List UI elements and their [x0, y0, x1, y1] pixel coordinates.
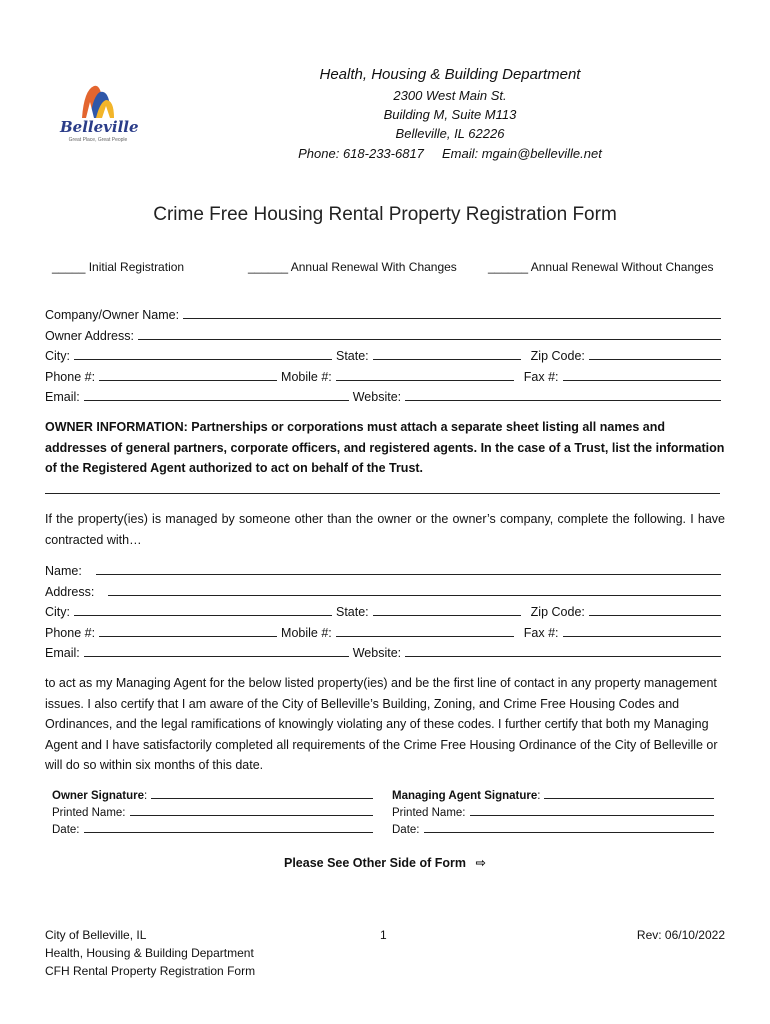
- owner-email-row: [45, 386, 725, 404]
- agent-signature-row: Managing Agent Signature :: [392, 786, 718, 802]
- owner-signature-row: Owner Signature :: [52, 786, 377, 802]
- owner-mobile-label: Mobile #:: [281, 370, 332, 384]
- agent-zip-label: Zip Code:: [530, 605, 585, 619]
- owner-fax-label: Fax #:: [523, 370, 559, 384]
- revision-date: Rev: 06/10/2022: [636, 928, 725, 942]
- owner-date-label: Date:: [52, 824, 80, 836]
- agent-name-row: [45, 560, 725, 578]
- logo-wordmark: Belleville: [60, 118, 139, 136]
- footer-line-2: Health, Housing & Building Department: [45, 946, 254, 960]
- owner-date-field[interactable]: [84, 831, 374, 833]
- agent-name-label: Name:: [45, 564, 82, 578]
- owner-website-field[interactable]: [405, 399, 721, 401]
- agent-city-label: City:: [45, 605, 70, 619]
- owner-website-label: Website:: [352, 390, 402, 404]
- owner-signature-label: Owner Signature: [52, 790, 145, 802]
- owner-address-field[interactable]: [138, 338, 721, 340]
- owner-zip-label: Zip Code:: [530, 349, 585, 363]
- agent-state-label: State:: [336, 605, 369, 619]
- agent-fax-field[interactable]: [563, 635, 721, 637]
- agent-name-field[interactable]: [96, 573, 721, 575]
- agent-zip-field[interactable]: [589, 614, 721, 616]
- arrow-right-icon: ⇨: [475, 856, 486, 870]
- agent-printed-row: [392, 803, 718, 819]
- page-title: Crime Free Housing Rental Property Registration Form: [153, 204, 617, 225]
- agent-email-label: Email:: [45, 646, 80, 660]
- owner-fax-field[interactable]: [563, 379, 721, 381]
- agent-website-label: Website:: [352, 646, 402, 660]
- agent-fax-label: Fax #:: [523, 626, 559, 640]
- company-owner-field[interactable]: [183, 317, 721, 319]
- agent-mobile-field[interactable]: [336, 635, 514, 637]
- renewal-with-changes-option[interactable]: ______ Annual Renewal With Changes: [248, 260, 457, 274]
- agent-address-field[interactable]: [108, 594, 721, 596]
- owner-phone-row: [45, 366, 725, 384]
- owner-address-label: Owner Address:: [45, 329, 134, 343]
- next-page-label: Please See Other Side of Form: [284, 856, 467, 870]
- owner-email-label: Email:: [45, 390, 80, 404]
- company-owner-label: Company/Owner Name:: [45, 308, 180, 322]
- owner-phone-field[interactable]: [99, 379, 277, 381]
- section-divider: [45, 493, 720, 494]
- agent-address-row: [45, 581, 725, 599]
- footer-left: [45, 926, 255, 980]
- owner-signature-field[interactable]: [151, 797, 373, 799]
- owner-mobile-field[interactable]: [336, 379, 514, 381]
- managing-agent-intro: If the property(ies) is managed by someone other than the owner or the owner’s company, complete the following. I have contracted with…: [45, 512, 725, 547]
- owner-printed-row: [52, 803, 377, 819]
- owner-city-label: City:: [45, 349, 70, 363]
- agent-email-row: [45, 642, 725, 660]
- agent-city-field[interactable]: [74, 614, 332, 616]
- owner-state-field[interactable]: [373, 358, 521, 360]
- agent-signature-field[interactable]: [544, 797, 714, 799]
- agent-mobile-label: Mobile #:: [281, 626, 332, 640]
- owner-city-row: [45, 345, 725, 363]
- company-owner-row: [45, 304, 725, 322]
- certification-text: to act as my Managing Agent for the below listed property(ies) and be the first line of contact in any property management issues. I also certify that I am aware of the City of Belleville’s Building, Zoning, and Crime Free Housing Codes and Ordinances, and the legal ramifications of knowingly violating any of these codes. I further certify that both my Managing Agent and I have satisfactorily completed all requirements of the Crime Free Housing Ordinance of the City of Belleville or will do so within six months of this date.: [45, 676, 718, 772]
- agent-phone-field[interactable]: [99, 635, 277, 637]
- owner-printed-label: Printed Name:: [52, 807, 126, 819]
- owner-phone-label: Phone #:: [45, 370, 96, 384]
- initial-registration-option[interactable]: _____ Initial Registration: [52, 260, 185, 274]
- owner-address-row: [45, 325, 725, 343]
- next-page-note: [0, 855, 770, 870]
- agent-date-field[interactable]: [424, 831, 715, 833]
- agent-phone-row: [45, 622, 725, 640]
- address-line-1: 2300 West Main St.: [393, 88, 507, 103]
- owner-printed-field[interactable]: [130, 814, 373, 816]
- renewal-without-changes-option[interactable]: ______ Annual Renewal Without Changes: [488, 260, 714, 274]
- agent-city-row: [45, 601, 725, 619]
- owner-zip-field[interactable]: [589, 358, 721, 360]
- page-number: 1: [380, 928, 387, 942]
- agent-address-label: Address:: [45, 585, 95, 599]
- owner-state-label: State:: [336, 349, 369, 363]
- address-line-2: Building M, Suite M113: [383, 107, 517, 122]
- department-name: Health, Housing & Building Department: [319, 66, 581, 83]
- agent-email-field[interactable]: [84, 655, 349, 657]
- footer-line-1: City of Belleville, IL: [45, 928, 147, 942]
- footer-line-3: CFH Rental Property Registration Form: [45, 964, 256, 978]
- agent-signature-label: Managing Agent Signature: [392, 790, 538, 802]
- owner-city-field[interactable]: [74, 358, 332, 360]
- agent-date-row: [392, 820, 718, 836]
- agent-website-field[interactable]: [405, 655, 721, 657]
- owner-date-row: [52, 820, 377, 836]
- agent-printed-label: Printed Name:: [392, 807, 466, 819]
- agent-phone-label: Phone #:: [45, 626, 96, 640]
- contact-line: Phone: 618-233-6817 Email: mgain@belleville.net: [298, 146, 602, 161]
- address-line-3: Belleville, IL 62226: [395, 126, 505, 141]
- agent-state-field[interactable]: [373, 614, 521, 616]
- agent-printed-field[interactable]: [470, 814, 714, 816]
- owner-information-notice: OWNER INFORMATION: Partnerships or corporations must attach a separate sheet listing all names and addresses of general partners, corporate officers, and registered agents. In the case of a Trust, list the information of the Registered Agent authorized to act on behalf of the Trust.: [45, 420, 725, 475]
- logo-tagline: Great Place, Great People: [68, 137, 128, 143]
- agent-date-label: Date:: [392, 824, 420, 836]
- owner-email-field[interactable]: [84, 399, 349, 401]
